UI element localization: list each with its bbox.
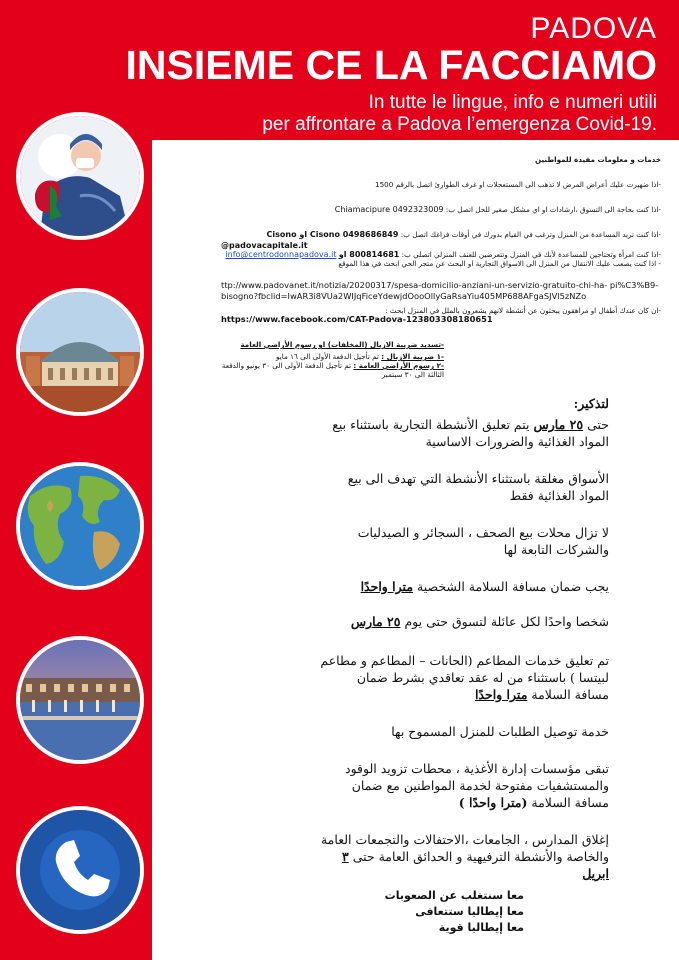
closing-line-1: معا سنتغلب عن الصعوبات [384,889,524,902]
subtitle-line-2: per affrontare a Padova l’emergenza Covid-19. [262,114,657,135]
reminder-delivery: خدمة توصيل الطلبات للمنزل المسموح بها [391,724,609,739]
subtitle-line-1: In tutte le lingue, info e numeri utili [368,92,657,113]
phone-icon [16,806,144,934]
page-title: INSIEME CE LA FACCIAMO [125,42,657,88]
volunteer-contact: Cisono 0498686849 او Cisono [266,230,399,239]
globe-icon [16,462,144,590]
services-section [221,155,661,324]
women-email-link[interactable]: info@centrodonnapadova.it [225,250,337,259]
reminder-section [319,395,609,882]
service-emergency: -اذا ضهيرت عليك أعراض المرض لا تذهب الى المستعجلات او غرف الطوارئ اتصل بالرقم 1500 [375,180,661,189]
padovanet-url[interactable]: ttp://www.padovanet.it/notizia/20200317/spesa-domicilio-anziani-un-servizio-gratuito-chi-ha- pi%C3%B9-bisogno?fbclid=IwAR3i8VUa2WIJqFiceYdewjdOooOllyGaRsaYiu405MP688AFgaSJVl5zNZo [221,280,659,301]
prato-della-valle-icon [16,636,144,764]
service-shopping: -اذا كنت بحاجة الى التسوق ،ارشادات او اي مشكل صغير للحل اتصل ب: Chiamacipure 0492323009 [334,205,661,214]
reminder-heading: لتذكير: [573,396,609,411]
reminder-markets: الأسواق مغلقة باستثناء الأنشطة التي تهدف الى بيع المواد الغذائية فقط [347,471,609,503]
reminder-newsagents: لا تزال محلات بيع الصحف ، السجائر و الصيدليات والشركات التابعة لها [357,525,609,557]
reminder-restaurants: تم تعليق خدمات المطاعم (الحانات – المطاعم و مطاعم لبيتسا ) باستثناء من له عقد تعاقدي بشرط ضمان مسافة السلامة مترا واحدًا [320,653,609,702]
tax-waste: -١ ضريبة الازبال : تم تأجيل الدفعة الأولى الى ١٦ مايو [276,352,444,361]
facebook-url[interactable]: https://www.facebook.com/CAT-Padova-123803308180651 [221,314,493,324]
reminder-schools: إغلاق المدارس ، الجامعات ،الاحتفالات والتجمعات العامة والخاصة والأنشطة الترفيهية و الحدائق العامة حتى ٣ ابريل [320,832,609,881]
service-children: -ان كان عندك أطفال او مراهقون يبحثون عن أنشطة لانهم يشعرون بالملل في المنزل ابحث : [385,306,661,315]
page-subtitle [262,92,657,136]
taxes-heading: -تسديد ضريبة الازبال (المخلفات) او رسوم الأراضي العامة [240,340,444,349]
shopping-contact: Chiamacipure 0492323009 [334,205,444,214]
closing-line-3: معا إيطاليا قوية [438,921,524,934]
reminder-commercial: حتى ٢٥ مارس يتم تعليق الأنشطة التجارية باستثناء بيع المواد الغذائية والضرورات الاساسية [332,417,609,449]
reminder-services-open: تبقى مؤسسات إدارة الأغذية ، محطات تزويد الوقود والمستشفيات مفتوحة لخدمة المواطنين مع ضمان مسافة السلامة (مترا واحدًا ) [345,761,609,810]
reminder-shopping: شخصا واحدًا لكل عائلة لتسوق حتى يوم ٢٥ مارس [350,614,609,629]
women-phone: 800814681 او [338,250,400,259]
service-volunteer: -اذا كنت تريد المساعدة من المنزل وترغب في القيام بدورك في أوقات فراغك اتصل ب: Cisono 0498686849 او Cisono [266,230,661,239]
service-women: -اذا كنت امرأة وتحتاجين للمساعدة لأنك في المنزل وتتعرضين للعنف المنزلي اتصلي ب: 800814681 او info@centrodonnapadova.it [225,250,661,259]
padova-building-icon [16,288,144,416]
volunteer-email: @padovacapitale.it [221,241,308,250]
city-name: PADOVA [530,12,657,45]
service-delivery: - اذا كنت يصعب عليك الانتقال من المنزل الى الاسواق التجارية او البحث عن متجر الحي ابحث في هذا الموقع [338,259,661,268]
header-banner [125,0,679,140]
tax-public-land: -٢ رسوم الأراضي العامة : تم تأجيل الدفعة الأولى الى ٣٠ يونيو والدفعة الثالثة الى ٣٠ سبتمبر [221,361,444,379]
taxes-section [219,340,444,379]
reminder-distance: يجب ضمان مسافة السلامة الشخصية مترا واحدًا [360,579,609,594]
closing-line-2: معا إيطاليا ستتعافى [415,905,524,918]
doctor-illustration-icon [16,112,144,240]
closing-section [324,888,524,936]
services-heading: خدمات و معلومات مفيدة للمواطنين [535,155,661,164]
